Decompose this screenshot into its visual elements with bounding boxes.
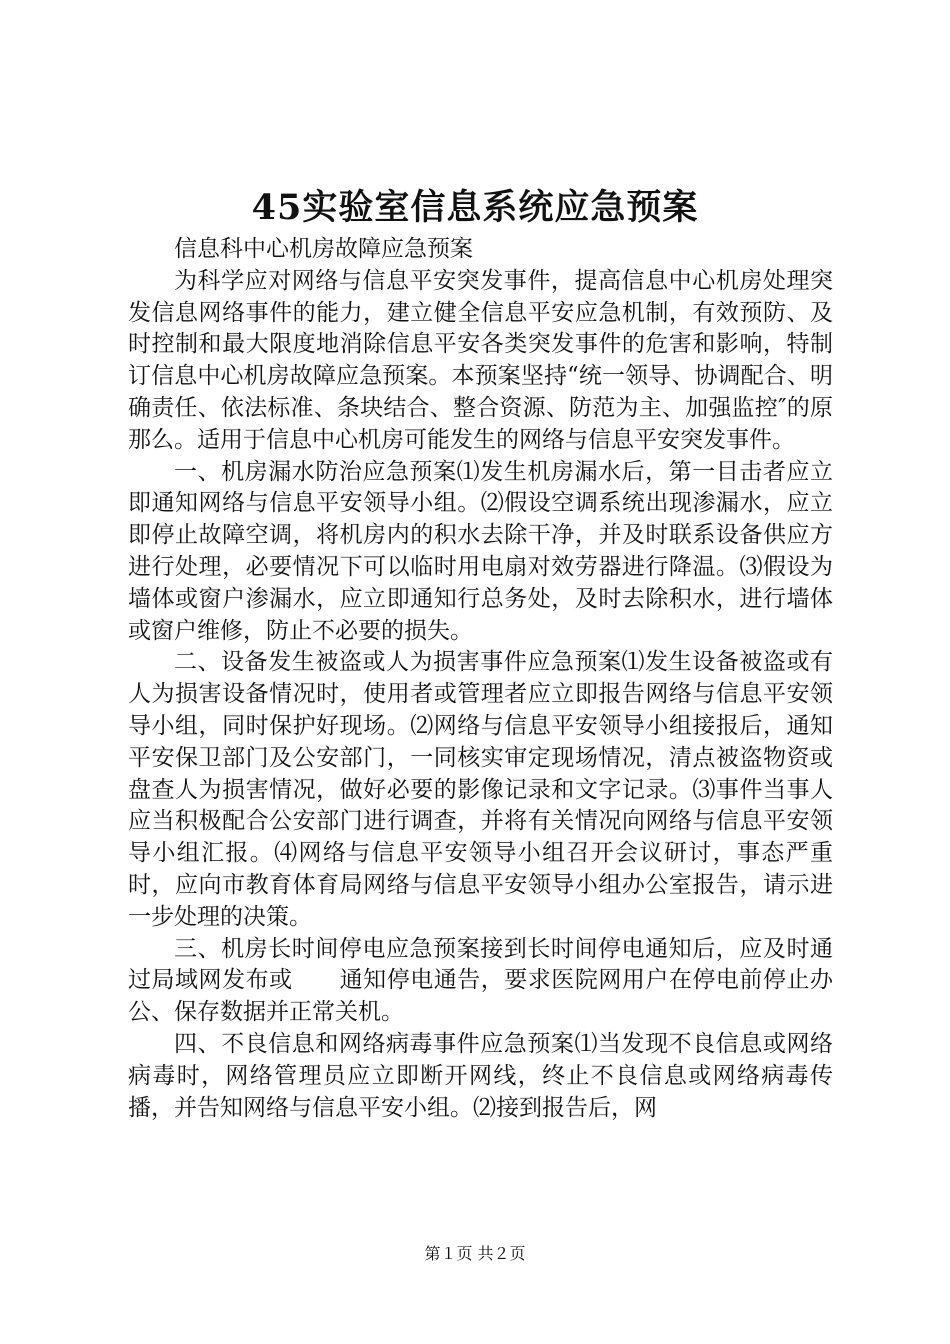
section-3-paragraph: 三、机房长时间停电应急预案接到长时间停电通知后，应及时通过局域网发布或 通知停电通告，要求医院网用户在停电前停止办公、保存数据并正常关机。 xyxy=(128,935,833,1026)
section-1-paragraph: 一、机房漏水防治应急预案⑴发生机房漏水后，第一目击者应立即通知网络与信息平安领导小组。⑵假设空调系统出现渗漏水，应立即停止故障空调，将机房内的积水去除干净，并及时联系设备供应方进行处理，必要情况下可以临时用电扇对效劳器进行降温。⑶假设为墙体或窗户渗漏水，应立即通知行总务处，及时去除积水，进行墙体或窗户维修，防止不必要的损失。 xyxy=(128,458,833,644)
page-number-footer: 第１页 共２页 xyxy=(424,1244,526,1263)
document-title: 45实验室信息系统应急预案 xyxy=(251,187,699,228)
subtitle-paragraph: 信息科中心机房故障应急预案 xyxy=(174,236,473,262)
intro-paragraph: 为科学应对网络与信息平安突发事件，提高信息中心机房处理突发信息网络事件的能力，建立健全信息平安应急机制，有效预防、及时控制和最大限度地消除信息平安各类突发事件的危害和影响，特制订信息中心机房故障应急预案。本预案坚持“统一领导、协调配合、明确责任、依法标准、条块结合、整合资源、防范为主、加强监控″的原那么。适用于信息中心机房可能发生的网络与信息平安突发事件。 xyxy=(128,267,833,453)
document-body xyxy=(128,234,833,1124)
section-4-paragraph: 四、不良信息和网络病毒事件应急预案⑴当发现不良信息或网络病毒时，网络管理员应立即断开网线，终止不良信息或网络病毒传播，并告知网络与信息平安小组。⑵接到报告后，网 xyxy=(128,1030,833,1121)
section-2-paragraph: 二、设备发生被盗或人为损害事件应急预案⑴发生设备被盗或有人为损害设备情况时，使用者或管理者应立即报告网络与信息平安领导小组，同时保护好现场。⑵网络与信息平安领导小组接报后，通知平安保卫部门及公安部门，一同核实审定现场情况，清点被盗物资或盘查人为损害情况，做好必要的影像记录和文字记录。⑶事件当事人应当积极配合公安部门进行调查，并将有关情况向网络与信息平安领导小组汇报。⑷网络与信息平安领导小组召开会议研讨，事态严重时，应向市教育体育局网络与信息平安领导小组办公室报告，请示进一步处理的决策。 xyxy=(128,649,833,930)
